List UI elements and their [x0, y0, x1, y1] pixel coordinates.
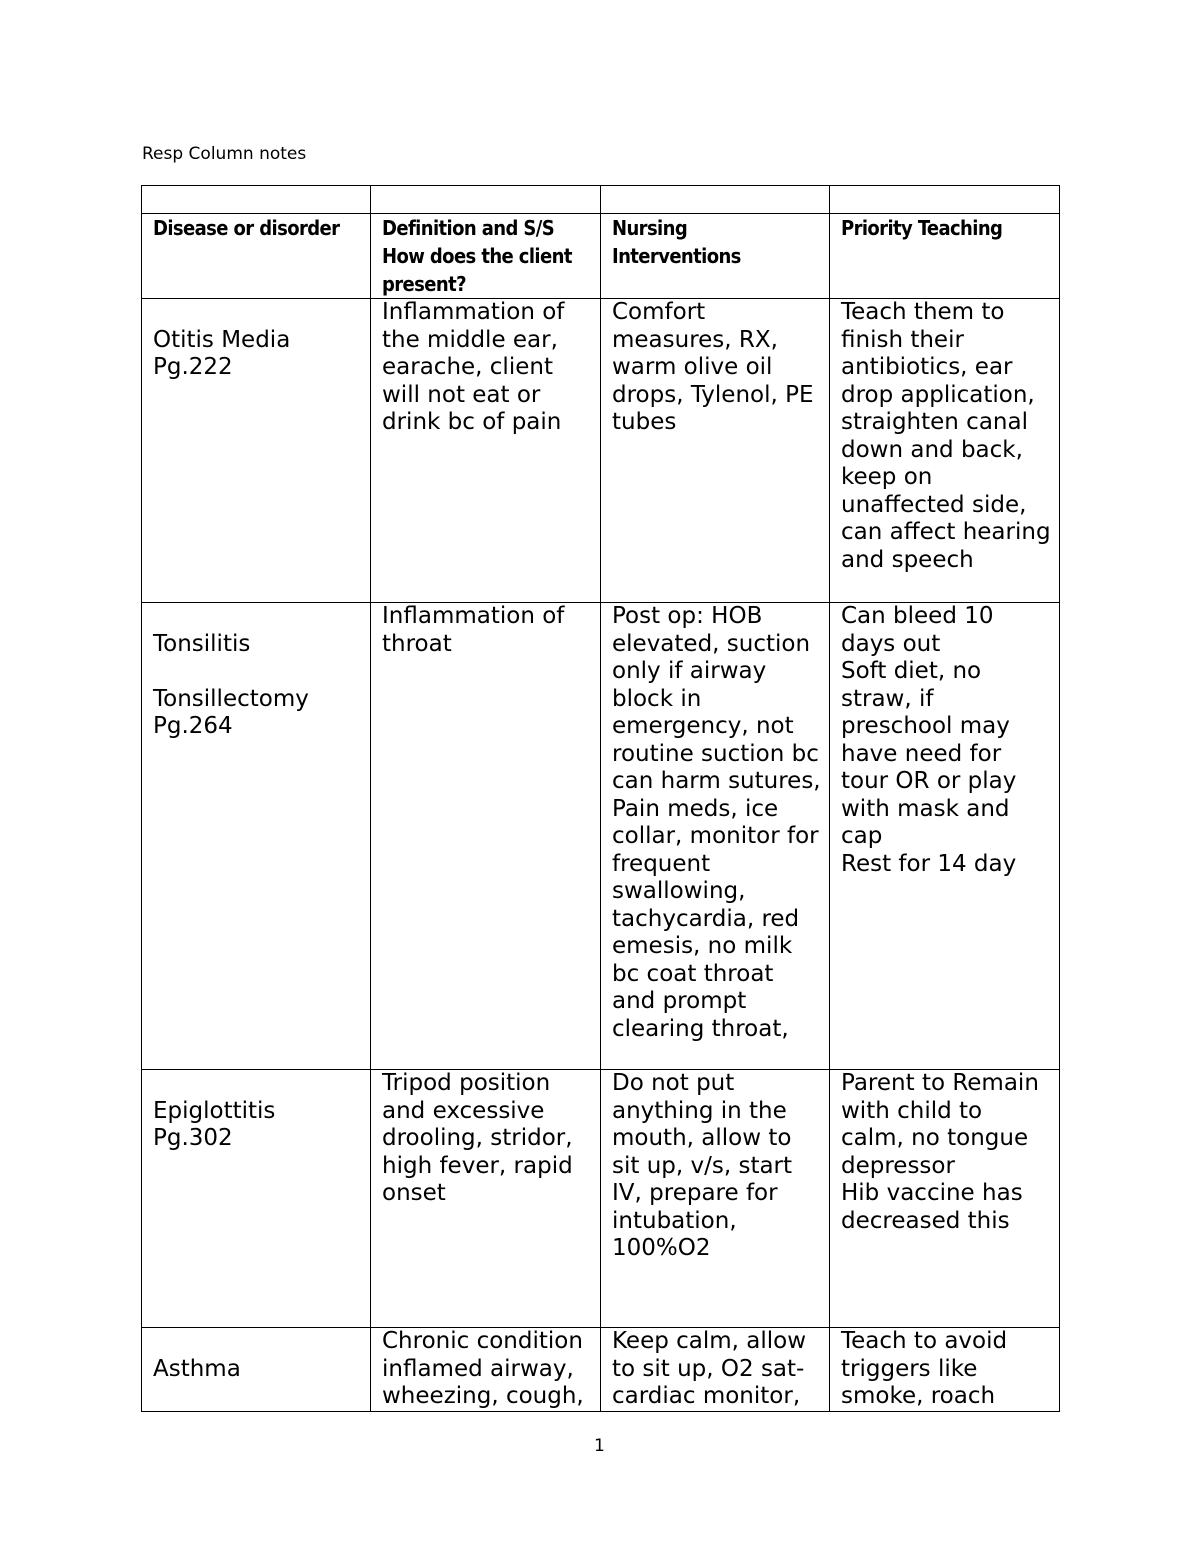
empty-cell: [830, 186, 1060, 214]
disease-cell: [142, 1328, 371, 1412]
disease-name: Tonsilitis Tonsillectomy Pg.264: [153, 630, 309, 739]
empty-cell: [371, 186, 601, 214]
teaching-cell: [830, 299, 1060, 603]
disease-cell: [142, 299, 371, 603]
interventions-cell: [601, 1328, 830, 1412]
definition-text: Chronic condition inflamed airway, wheezing, cough,: [382, 1328, 584, 1409]
empty-cell: [142, 186, 371, 214]
header-definition: [371, 214, 601, 299]
definition-cell: [371, 603, 601, 1070]
teaching-text: Parent to Remain with child to calm, no tongue depressor Hib vaccine has decreased this: [841, 1070, 1039, 1234]
table-row: [142, 1070, 1060, 1328]
header-disease: [142, 214, 371, 299]
header-teaching-label: Priority Teaching: [841, 216, 1003, 240]
disease-name: Otitis Media Pg.222: [153, 326, 291, 380]
empty-row: [142, 186, 1060, 214]
header-definition-label: Definition and S/S How does the client present?: [382, 216, 572, 296]
header-teaching: [830, 214, 1060, 299]
header-interventions: [601, 214, 830, 299]
header-interventions-label: Nursing Interventions: [612, 216, 741, 268]
teaching-text: Teach them to finish their antibiotics, ear drop application, straighten canal down and back, keep on unaffected side, can affect hearing and speech: [841, 299, 1051, 573]
interventions-text: Post op: HOB elevated, suction only if airway block in emergency, not routine suction bc can harm sutures, Pain meds, ice collar, monitor for frequent swallowing, tachycardia, red emesis, no milk bc coat throat and prompt clearing throat,: [612, 603, 821, 1042]
definition-cell: [371, 1070, 601, 1328]
interventions-cell: [601, 603, 830, 1070]
interventions-cell: [601, 299, 830, 603]
teaching-text: Teach to avoid triggers like smoke, roach: [841, 1328, 1008, 1409]
table-row: [142, 299, 1060, 603]
teaching-text: Can bleed 10 days out Soft diet, no straw, if preschool may have need for tour OR or play with mask and cap Rest for 14 day: [841, 603, 1017, 877]
empty-cell: [601, 186, 830, 214]
definition-text: Tripod position and excessive drooling, stridor, high fever, rapid onset: [382, 1070, 573, 1206]
definition-text: Inflammation of throat: [382, 603, 565, 657]
interventions-cell: [601, 1070, 830, 1328]
disease-name: Asthma: [153, 1355, 241, 1382]
disease-cell: [142, 603, 371, 1070]
disease-cell: [142, 1070, 371, 1328]
teaching-cell: [830, 603, 1060, 1070]
teaching-cell: [830, 1328, 1060, 1412]
table-row: [142, 603, 1060, 1070]
interventions-text: Comfort measures, RX, warm olive oil drops, Tylenol, PE tubes: [612, 299, 814, 435]
teaching-cell: [830, 1070, 1060, 1328]
definition-cell: [371, 299, 601, 603]
header-row: [142, 214, 1060, 299]
definition-cell: [371, 1328, 601, 1412]
interventions-text: Do not put anything in the mouth, allow to sit up, v/s, start IV, prepare for intubation, 100%O2: [612, 1070, 793, 1261]
table-row: [142, 1328, 1060, 1412]
definition-text: Inflammation of the middle ear, earache, client will not eat or drink bc of pain: [382, 299, 565, 435]
notes-table: [141, 185, 1060, 1412]
document-title: Resp Column notes: [142, 144, 307, 164]
interventions-text: Keep calm, allow to sit up, O2 sat- cardiac monitor,: [612, 1328, 807, 1409]
header-disease-label: Disease or disorder: [153, 216, 340, 240]
disease-name: Epiglottitis Pg.302: [153, 1097, 276, 1151]
page-number: 1: [594, 1436, 605, 1456]
